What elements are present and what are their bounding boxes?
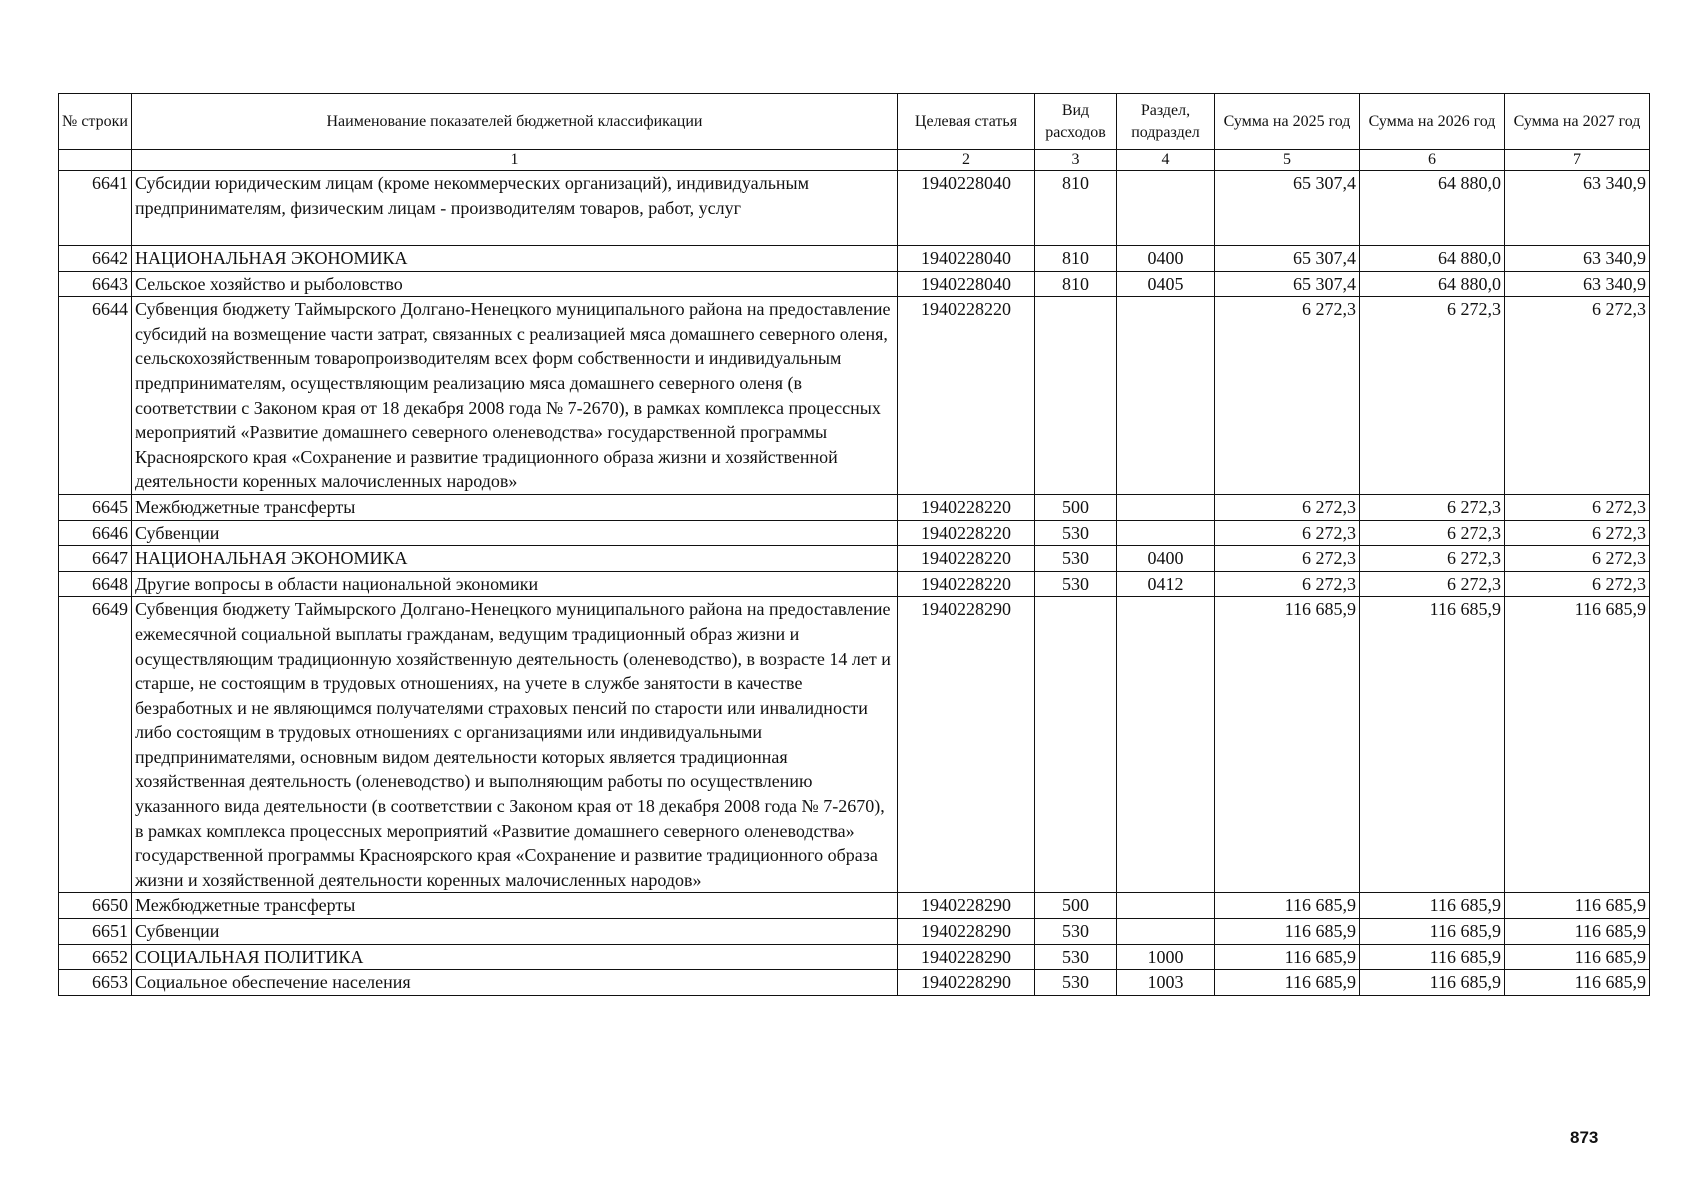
row-number: 6644 [59, 297, 132, 495]
row-sum-2027: 116 685,9 [1505, 944, 1650, 970]
row-expense-type: 530 [1035, 970, 1117, 996]
row-number: 6653 [59, 970, 132, 996]
row-expense-type: 500 [1035, 494, 1117, 520]
row-sum-2027: 6 272,3 [1505, 546, 1650, 572]
row-sum-2026: 64 880,0 [1360, 246, 1505, 272]
row-section [1117, 919, 1215, 945]
header-sum-2026: Сумма на 2026 год [1360, 94, 1505, 150]
table-row [59, 297, 1650, 495]
row-name: Другие вопросы в области национальной экономики [132, 571, 898, 597]
header-name: Наименование показателей бюджетной классификации [132, 94, 898, 150]
table-row [59, 271, 1650, 297]
table-row [59, 919, 1650, 945]
row-sum-2025: 6 272,3 [1215, 520, 1360, 546]
row-section [1117, 494, 1215, 520]
table-row [59, 597, 1650, 893]
row-number: 6652 [59, 944, 132, 970]
row-sum-2026: 6 272,3 [1360, 297, 1505, 495]
row-target-article: 1940228220 [898, 494, 1035, 520]
row-expense-type: 530 [1035, 571, 1117, 597]
row-name: Субвенции [132, 520, 898, 546]
row-target-article: 1940228220 [898, 297, 1035, 495]
row-target-article: 1940228220 [898, 571, 1035, 597]
row-sum-2025: 65 307,4 [1215, 171, 1360, 246]
row-sum-2027: 116 685,9 [1505, 893, 1650, 919]
row-name: Субсидии юридическим лицам (кроме некоммерческих организаций), индивидуальным предпринимателям, физическим лицам - производителям товаров, работ, услуг [132, 171, 898, 246]
header-sum-2027: Сумма на 2027 год [1505, 94, 1650, 150]
table-row [59, 970, 1650, 996]
row-expense-type: 530 [1035, 520, 1117, 546]
row-sum-2026: 6 272,3 [1360, 494, 1505, 520]
row-number: 6648 [59, 571, 132, 597]
row-sum-2026: 6 272,3 [1360, 571, 1505, 597]
row-sum-2025: 116 685,9 [1215, 970, 1360, 996]
row-number: 6651 [59, 919, 132, 945]
row-name: НАЦИОНАЛЬНАЯ ЭКОНОМИКА [132, 546, 898, 572]
row-sum-2026: 116 685,9 [1360, 597, 1505, 893]
column-number [59, 150, 132, 171]
row-sum-2027: 63 340,9 [1505, 171, 1650, 246]
table-row [59, 171, 1650, 246]
row-target-article: 1940228040 [898, 246, 1035, 272]
row-expense-type [1035, 297, 1117, 495]
row-sum-2027: 116 685,9 [1505, 919, 1650, 945]
row-target-article: 1940228290 [898, 919, 1035, 945]
row-number: 6647 [59, 546, 132, 572]
row-section: 0412 [1117, 571, 1215, 597]
row-expense-type: 500 [1035, 893, 1117, 919]
row-sum-2027: 116 685,9 [1505, 597, 1650, 893]
row-target-article: 1940228290 [898, 597, 1035, 893]
column-number-row [59, 150, 1650, 171]
table-row [59, 944, 1650, 970]
row-sum-2027: 116 685,9 [1505, 970, 1650, 996]
row-sum-2027: 63 340,9 [1505, 271, 1650, 297]
row-sum-2027: 6 272,3 [1505, 520, 1650, 546]
row-target-article: 1940228290 [898, 893, 1035, 919]
row-section: 0400 [1117, 546, 1215, 572]
row-expense-type: 810 [1035, 171, 1117, 246]
table-row [59, 546, 1650, 572]
row-section: 0405 [1117, 271, 1215, 297]
row-sum-2025: 116 685,9 [1215, 944, 1360, 970]
row-expense-type: 530 [1035, 546, 1117, 572]
column-number: 1 [132, 150, 898, 171]
table-row [59, 520, 1650, 546]
row-name: Социальное обеспечение населения [132, 970, 898, 996]
column-number: 5 [1215, 150, 1360, 171]
row-name: Субвенции [132, 919, 898, 945]
row-sum-2025: 6 272,3 [1215, 494, 1360, 520]
row-expense-type: 530 [1035, 919, 1117, 945]
row-number: 6649 [59, 597, 132, 893]
row-section: 0400 [1117, 246, 1215, 272]
row-section [1117, 171, 1215, 246]
header-sum-2025: Сумма на 2025 год [1215, 94, 1360, 150]
column-number: 4 [1117, 150, 1215, 171]
row-name: Межбюджетные трансферты [132, 893, 898, 919]
table-row [59, 893, 1650, 919]
column-number: 2 [898, 150, 1035, 171]
header-row-number: № строки [59, 94, 132, 150]
row-sum-2026: 116 685,9 [1360, 970, 1505, 996]
row-target-article: 1940228040 [898, 271, 1035, 297]
row-sum-2026: 6 272,3 [1360, 520, 1505, 546]
row-name: Сельское хозяйство и рыболовство [132, 271, 898, 297]
row-name: НАЦИОНАЛЬНАЯ ЭКОНОМИКА [132, 246, 898, 272]
header-section: Раздел, подраздел [1117, 94, 1215, 150]
row-target-article: 1940228220 [898, 520, 1035, 546]
row-expense-type: 530 [1035, 944, 1117, 970]
row-number: 6650 [59, 893, 132, 919]
column-number: 7 [1505, 150, 1650, 171]
row-expense-type: 810 [1035, 246, 1117, 272]
row-sum-2026: 64 880,0 [1360, 171, 1505, 246]
row-sum-2026: 116 685,9 [1360, 893, 1505, 919]
row-sum-2025: 116 685,9 [1215, 893, 1360, 919]
row-sum-2026: 6 272,3 [1360, 546, 1505, 572]
header-target-article: Целевая статья [898, 94, 1035, 150]
table-body [59, 171, 1650, 996]
table-header [59, 94, 1650, 171]
row-target-article: 1940228220 [898, 546, 1035, 572]
row-name: Межбюджетные трансферты [132, 494, 898, 520]
row-sum-2025: 65 307,4 [1215, 271, 1360, 297]
row-number: 6645 [59, 494, 132, 520]
table-row [59, 494, 1650, 520]
row-sum-2025: 6 272,3 [1215, 297, 1360, 495]
page-number: 873 [1570, 1128, 1599, 1147]
row-sum-2025: 6 272,3 [1215, 546, 1360, 572]
row-sum-2026: 116 685,9 [1360, 919, 1505, 945]
row-number: 6642 [59, 246, 132, 272]
row-name: СОЦИАЛЬНАЯ ПОЛИТИКА [132, 944, 898, 970]
row-name: Субвенция бюджету Таймырского Долгано-Ненецкого муниципального района на предоставление ежемесячной социальной выплаты гражданам, ведущим традиционный образ жизни и осуществляющим традиционную хозяйственную деятельность (оленеводство), в возрасте 14 лет и старше, не состоящим в трудовых отношениях, на учете в службе занятости в качестве безработных и не являющимся получателями страховых пенсий по старости или инвалидности либо состоящим в трудовых отношениях с организациями или индивидуальными предпринимателями, основным видом деятельности которых является традиционная хозяйственная деятельность (оленеводство) и выполняющим работы по осуществлению указанного вида деятельности (в соответствии с Законом края от 18 декабря 2008 года № 7-2670), в рамках комплекса процессных мероприятий «Развитие домашнего северного оленеводства» государственной программы Красноярского края «Сохранение и развитие традиционного образа жизни и хозяйственной деятельности коренных малочисленных народов» [132, 597, 898, 893]
row-sum-2026: 64 880,0 [1360, 271, 1505, 297]
row-sum-2025: 116 685,9 [1215, 597, 1360, 893]
row-sum-2025: 65 307,4 [1215, 246, 1360, 272]
column-number: 3 [1035, 150, 1117, 171]
row-section [1117, 597, 1215, 893]
row-target-article: 1940228290 [898, 970, 1035, 996]
row-sum-2027: 6 272,3 [1505, 494, 1650, 520]
budget-table [58, 93, 1650, 996]
row-section [1117, 297, 1215, 495]
row-sum-2025: 116 685,9 [1215, 919, 1360, 945]
row-sum-2027: 6 272,3 [1505, 571, 1650, 597]
row-section [1117, 893, 1215, 919]
header-expense-type: Вид расходов [1035, 94, 1117, 150]
table-row [59, 571, 1650, 597]
row-number: 6641 [59, 171, 132, 246]
row-sum-2026: 116 685,9 [1360, 944, 1505, 970]
table-row [59, 246, 1650, 272]
row-target-article: 1940228040 [898, 171, 1035, 246]
row-name: Субвенция бюджету Таймырского Долгано-Ненецкого муниципального района на предоставление субсидий на возмещение части затрат, связанных с реализацией мяса домашнего северного оленя, сельскохозяйственным товаропроизводителям всех форм собственности и индивидуальным предпринимателям, осуществляющим реализацию мяса домашнего северного оленя (в соответствии с Законом края от 18 декабря 2008 года № 7-2670), в рамках комплекса процессных мероприятий «Развитие домашнего северного оленеводства» государственной программы Красноярского края «Сохранение и развитие традиционного образа жизни и хозяйственной деятельности коренных малочисленных народов» [132, 297, 898, 495]
row-sum-2027: 63 340,9 [1505, 246, 1650, 272]
row-target-article: 1940228290 [898, 944, 1035, 970]
column-number: 6 [1360, 150, 1505, 171]
row-section: 1000 [1117, 944, 1215, 970]
row-expense-type: 810 [1035, 271, 1117, 297]
row-section: 1003 [1117, 970, 1215, 996]
row-number: 6643 [59, 271, 132, 297]
row-sum-2025: 6 272,3 [1215, 571, 1360, 597]
row-number: 6646 [59, 520, 132, 546]
row-expense-type [1035, 597, 1117, 893]
row-section [1117, 520, 1215, 546]
row-sum-2027: 6 272,3 [1505, 297, 1650, 495]
